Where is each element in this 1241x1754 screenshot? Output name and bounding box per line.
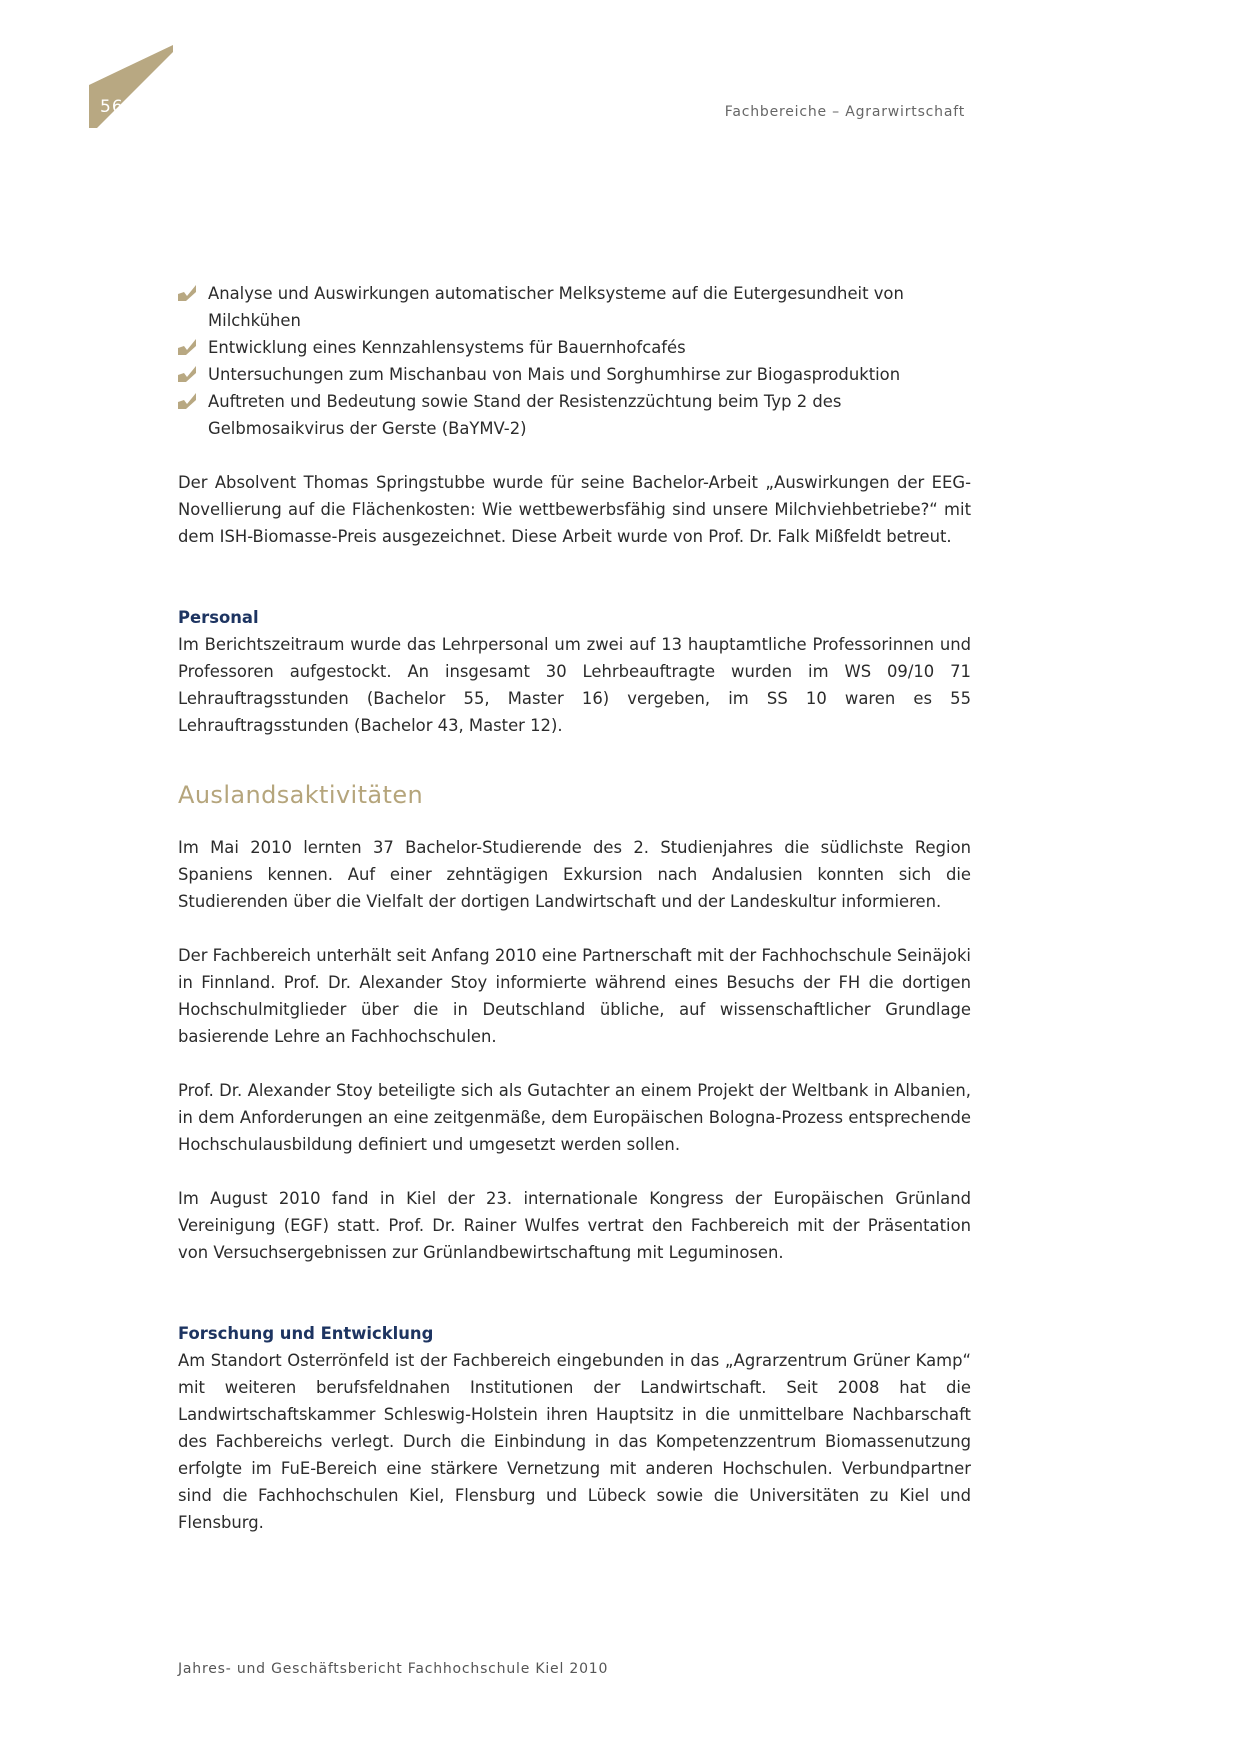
list-item [178,388,971,442]
thesis-topic-list [178,280,971,442]
list-item-text: Entwicklung eines Kennzahlensystems für Bauernhofcafés [208,338,686,357]
ausland-paragraph: Im August 2010 fand in Kiel der 23. internationale Kongress der Europäischen Grünland Vereinigung (EGF) statt. Prof. Dr. Rainer Wulfes vertrat den Fachbereich mit der Präsentation von Versuchsergebnissen zur Grünlandbewirtschaftung mit Leguminosen. [178,1189,971,1262]
checkmark-bullet-icon [178,339,196,355]
award-paragraph: Der Absolvent Thomas Springstubbe wurde für seine Bachelor-Arbeit „Auswirkungen der EEG-Novellierung auf die Flächenkosten: Wie wettbewerbsfähig sind unsere Milchviehbetriebe?“ mit dem ISH-Biomasse-Preis ausgezeichnet. Diese Arbeit wurde von Prof. Dr. Falk Mißfeldt betreut. [178,473,971,546]
list-item-text: Untersuchungen zum Mischanbau von Mais und Sorghumhirse zur Biogasproduktion [208,365,901,384]
page-number: 56 [100,97,124,117]
main-content [178,280,971,1536]
checkmark-bullet-icon [178,285,196,301]
section-heading-forschung: Forschung und Entwicklung [178,1324,434,1343]
forschung-paragraph: Am Standort Osterrönfeld ist der Fachbereich eingebunden in das „Agrarzentrum Grüner Kamp“ mit weiteren berufsfeldnahen Institutionen der Landwirtschaft. Seit 2008 hat die Landwirtschaftskammer Schleswig-Holstein ihren Hauptsitz in die unmittelbare Nachbarschaft des Fachbereichs verlegt. Durch die Einbindung in das Kompetenzzentrum Biomassenutzung erfolgte im FuE-Bereich eine stärkere Vernetzung mit anderen Hochschulen. Verbundpartner sind die Fachhochschulen Kiel, Flensburg und Lübeck sowie die Universitäten zu Kiel und Flensburg. [178,1351,971,1532]
section-title-auslandsaktivitaeten: Auslandsaktivitäten [178,781,424,809]
list-item-text: Auftreten und Bedeutung sowie Stand der Resistenzzüchtung beim Typ 2 des Gelbmosaikvirus der Gerste (BaYMV-2) [208,392,842,438]
checkmark-bullet-icon [178,393,196,409]
section-heading-personal: Personal [178,608,259,627]
ausland-paragraph: Im Mai 2010 lernten 37 Bachelor-Studierende des 2. Studienjahres die südlichste Region Spaniens kennen. Auf einer zehntägigen Exkursion nach Andalusien konnten sich die Studierenden über die Vielfalt der dortigen Landwirtschaft und der Landeskultur informieren. [178,838,971,911]
ausland-paragraph: Prof. Dr. Alexander Stoy beteiligte sich als Gutachter an einem Projekt der Weltbank in Albanien, in dem Anforderungen an eine zeitgenmäße, dem Europäischen Bologna-Prozess entsprechende Hochschulausbildung definiert und umgesetzt werden sollen. [178,1081,971,1154]
page-footer: Jahres- und Geschäftsbericht Fachhochschule Kiel 2010 [178,1661,609,1677]
checkmark-bullet-icon [178,366,196,382]
personal-paragraph: Im Berichtszeitraum wurde das Lehrpersonal um zwei auf 13 hauptamtliche Professorinnen und Professoren aufgestockt. An insgesamt 30 Lehrbeauftragte wurden im WS 09/10 71 Lehrauftragsstunden (Bachelor 55, Master 16) vergeben, im SS 10 waren es 55 Lehrauftragsstunden (Bachelor 43, Master 12). [178,635,971,735]
list-item [178,334,971,361]
list-item [178,361,971,388]
list-item [178,280,971,334]
running-header: Fachbereiche – Agrarwirtschaft [724,104,965,120]
list-item-text: Analyse und Auswirkungen automatischer Melksysteme auf die Eutergesundheit von Milchkühen [208,284,904,330]
ausland-paragraph: Der Fachbereich unterhält seit Anfang 2010 eine Partnerschaft mit der Fachhochschule Seinäjoki in Finnland. Prof. Dr. Alexander Stoy informierte während eines Besuchs der FH die dortigen Hochschulmitglieder über die in Deutschland übliche, auf wissenschaftlicher Grundlage basierende Lehre an Fachhochschulen. [178,946,971,1046]
